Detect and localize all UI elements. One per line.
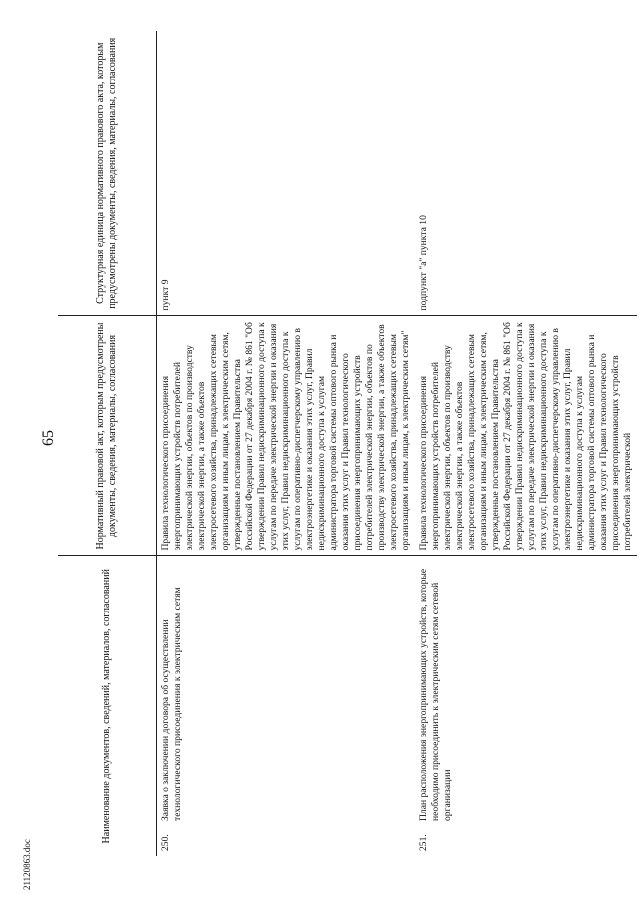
table-row [157,31,416,856]
row-structural-unit: подпункт "а" пункта 10 [418,215,429,311]
row-number: 251. [418,834,429,851]
header-unit: Структурная единица нормативного правового акта, которым предусмотрены документы, сведения, материалы, согласования [58,31,157,316]
page-number: 65 [40,430,57,446]
row-legal-act: Правила технологического присоединения энергопринимающих устройств потребителей электрической энергии, объектов по производству электрической энергии, а также объектов электросетевого хозяйства, принадлежащих сетевым организациям и иным лицам, к электрическим сетям, утвержденные постановлением Правительства Российской Федерации от 27 декабря 2004 г. № 861 "Об утверждении Правил недискриминационного доступа к услугам по передаче электрической энергии и оказания этих услуг, Правил недискриминационного доступа к услугам по оперативно-диспетчерскому управлению в электроэнергетике и оказания этих услуг, Правил недискриминационного доступа к услугам администратора торговой системы оптового рынка и оказания этих услуг и Правил технологического присоединения энергопринимающих устройств потребителей электрической энергии, объектов по производству электрической энергии, а также объектов электросетевого хозяйства, принадлежащих сетевым организациям и иным лицам, к электрическим сетям" [157,316,416,556]
header-name: Наименование документов, сведений, материалов, согласований [58,556,157,856]
table-header-row [58,31,157,856]
requirements-table [58,31,637,856]
row-legal-act: Правила технологического присоединения энергопринимающих устройств потребителей электрической энергии, объектов по производству электрической энергии, а также объектов электросетевого хозяйства, принадлежащих сетевым организациям и иным лицам, к электрическим сетям, утвержденные постановлением Правительства Российской Федерации от 27 декабря 2004 г. № 861 "Об утверждении Правил недискриминационного доступа к услугам по передаче электрической энергии и оказания этих услуг, Правил недискриминационного доступа к услугам по оперативно-диспетчерскому управлению в электроэнергетике и оказания этих услуг, Правил недискриминационного доступа к услугам администратора торговой системы оптового рынка и оказания этих услуг и Правил технологического присоединения энергопринимающих устройств потребителей электрической [415,316,637,556]
row-document-name: План расположения энергопринимающих устройств, которые необходимо присоединить к электрическим сетям сетевой организации [415,556,637,826]
row-structural-unit: пункт 9 [160,279,171,311]
header-act: Нормативный правовой акт, которым предусмотрены документы, сведения, материалы, согласования [58,316,157,556]
row-document-name: Заявка о заключении договора об осуществлении технологического присоединения к электрическим сетям [157,556,416,826]
row-number: 250. [160,834,171,851]
rotated-table-container [58,31,633,856]
footer-filename: 21120863.doc [22,839,32,890]
table-row [415,31,637,856]
